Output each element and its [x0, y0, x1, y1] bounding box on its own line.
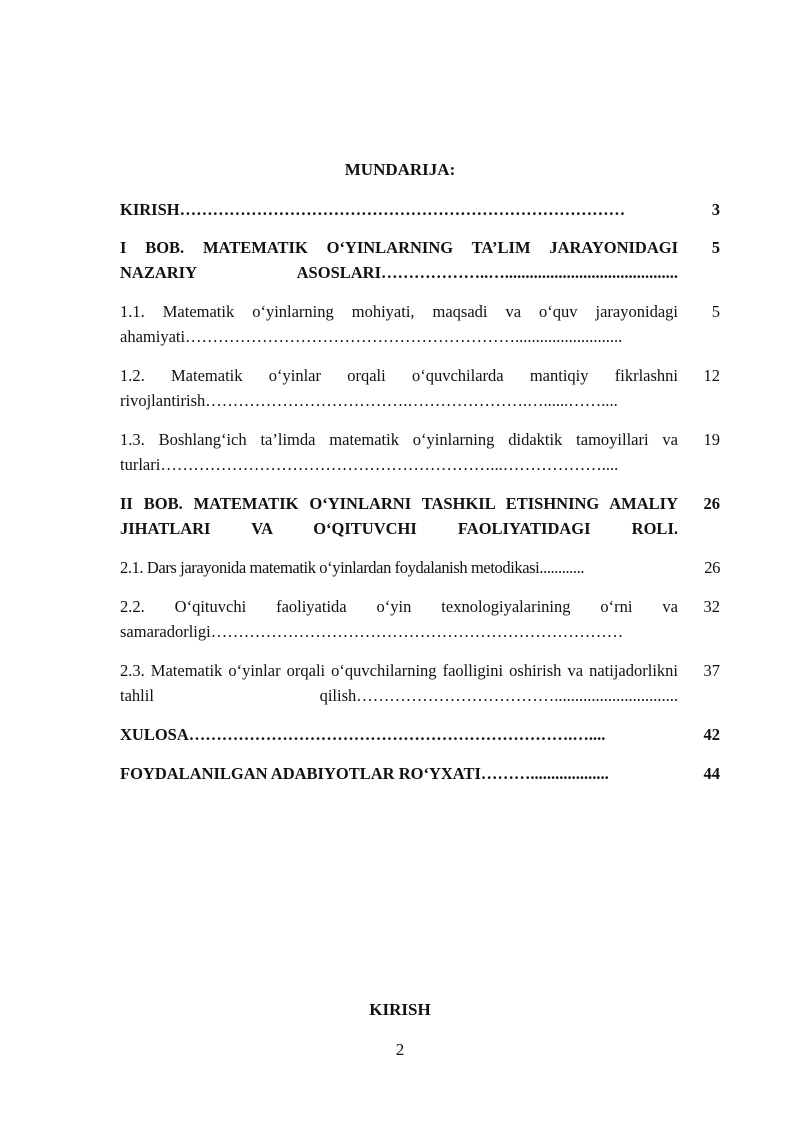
toc-entry-text: 1.2. Matematik o‘yinlar orqali o‘quvchilarda mantiqiy fikrlashni rivojlantirish……………………………….………………….…......…….... — [120, 366, 678, 410]
toc-entry-1-3[interactable] — [120, 427, 720, 477]
toc-entry-text: 1.1. Matematik o‘yinlarning mohiyati, maqsadi va o‘quv jarayonidagi ahamiyati…………………………………………………….......................... — [120, 302, 678, 346]
toc-entry-page: 19 — [703, 430, 720, 449]
toc-entry-1-1[interactable] — [120, 299, 720, 349]
toc-entry-page: 5 — [711, 238, 720, 257]
toc-entry-page: 26 — [703, 494, 720, 513]
toc-entry-references[interactable] — [120, 761, 720, 786]
toc-entry-text: 1.3. Boshlang‘ich ta’limda matematik o‘yinlarning didaktik tamoyillari va turlari……………………………………………………...……………….... — [120, 430, 678, 474]
toc-entry-text: 2.1. Dars jarayonida matematik o‘yinlardan foydalanish metodikasi............ — [120, 558, 585, 577]
toc-entry-chapter-1[interactable] — [120, 235, 720, 285]
toc-entry-2-1[interactable] — [120, 555, 720, 580]
toc-entry-1-2[interactable] — [120, 363, 720, 413]
toc-entry-page: 44 — [703, 764, 720, 783]
table-of-contents — [120, 197, 720, 786]
toc-entry-page: 26 — [704, 558, 720, 577]
toc-entry-text: 2.3. Matematik o‘yinlar orqali o‘quvchilarning faolligini oshirish va natijadorlikni tahlil qilish……………………………….............................. — [120, 661, 678, 705]
toc-entry-text: KIRISH……………………………………………………………………… — [120, 200, 626, 219]
toc-entry-chapter-2[interactable] — [120, 491, 720, 541]
toc-entry-kirish[interactable] — [120, 197, 720, 222]
toc-entry-text: FOYDALANILGAN ADABIYOTLAR RO‘YXATI………................... — [120, 764, 609, 783]
toc-entry-text: 2.2. O‘qituvchi faoliyatida o‘yin texnologiyalarining o‘rni va samaradorligi………………………………………………………………… — [120, 597, 678, 641]
section-heading-kirish: KIRISH — [369, 1000, 431, 1019]
toc-entry-text: XULOSA…………………………………………………………….….... — [120, 725, 606, 744]
toc-entry-page: 12 — [703, 366, 720, 385]
toc-title: MUNDARIJA: — [344, 160, 456, 179]
toc-entry-page: 3 — [711, 200, 720, 219]
toc-entry-text: II BOB. MATEMATIK O‘YINLARNI TASHKIL ETISHNING AMALIY JIHATLARI VA O‘QITUVCHI FAOLIYATIDAGI ROLI. — [120, 494, 678, 538]
toc-entry-xulosa[interactable] — [120, 722, 720, 747]
toc-entry-page: 32 — [703, 597, 720, 616]
page-number: 2 — [395, 1040, 405, 1059]
toc-entry-text: I BOB. MATEMATIK O‘YINLARNING TA’LIM JARAYONIDAGI NAZARIY ASOSLARI………………..….......................................... — [120, 238, 678, 282]
toc-entry-page: 42 — [703, 725, 720, 744]
toc-entry-2-2[interactable] — [120, 594, 720, 644]
toc-entry-page: 5 — [711, 302, 720, 321]
toc-entry-2-3[interactable] — [120, 658, 720, 708]
toc-entry-page: 37 — [703, 661, 720, 680]
